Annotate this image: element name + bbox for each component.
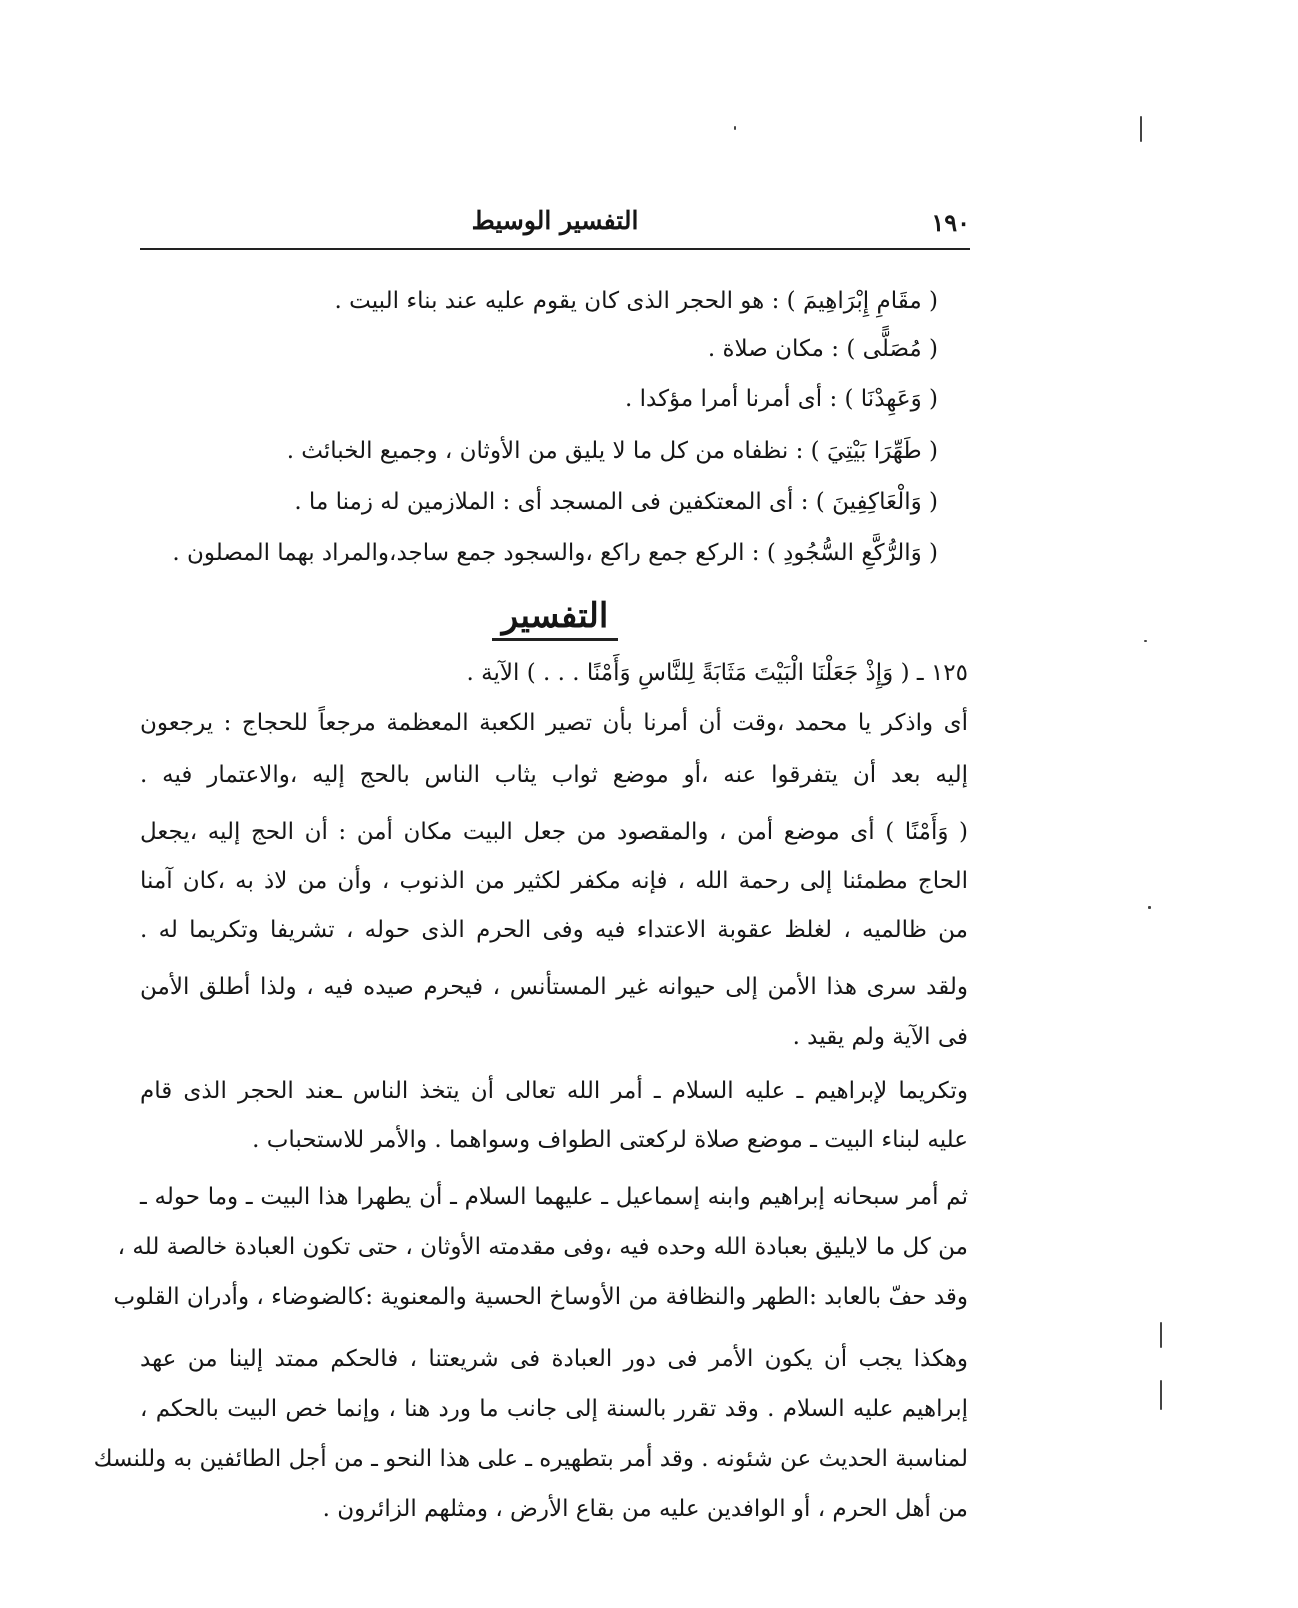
running-title: التفسير الوسيط bbox=[471, 206, 639, 235]
section-heading bbox=[140, 596, 970, 636]
paragraph-line: ولقد سرى هذا الأمن إلى حيوانه غير المستأنس ، فيحرم صيده فيه ، ولذا أطلق الأمن bbox=[140, 974, 968, 1000]
glossary-entry: ( طَهِّرَا بَيْتِيَ ) : نظفاه من كل ما لا يليق من الأوثان ، وجميع الخبائث . bbox=[286, 438, 938, 464]
glossary-entry: ( مقَامِ إِبْرَاهِيمَ ) : هو الحجر الذى كان يقوم عليه عند بناء البيت . bbox=[334, 288, 938, 314]
paragraph-line: من أهل الحرم ، أو الوافدين عليه من بقاع الأرض ، ومثلهم الزائرون . bbox=[322, 1496, 968, 1522]
paragraph-line: الحاج مطمئنا إلى رحمة الله ، فإنه مكفر لكثير من الذنوب ، وأن من لاذ به ،كان آمنا bbox=[140, 868, 968, 894]
page-number: ١٩٠ bbox=[931, 208, 970, 237]
scan-artifact bbox=[1140, 116, 1142, 142]
paragraph-line: لمناسبة الحديث عن شئونه . وقد أمر بتطهيره ـ على هذا النحو ـ من أجل الطائفين به وللنسك bbox=[93, 1446, 968, 1472]
glossary-entry: ( وَالْعَاكِفِينَ ) : أى المعتكفين فى المسجد أى : الملازمين له زمنا ما . bbox=[294, 489, 938, 515]
glossary-entry: ( وَالرُّكَّعِ السُّجُودِ ) : الركع جمع راكع ،والسجود جمع ساجد،والمراد بهما المصلون . bbox=[172, 540, 938, 566]
paragraph-line: ( وَأَمْنًا ) أى موضع أمن ، والمقصود من جعل البيت مكان أمن : أن الحج إليه ،يجعل bbox=[140, 819, 968, 845]
page-header bbox=[140, 198, 970, 250]
paragraph-line: وهكذا يجب أن يكون الأمر فى دور العبادة فى شريعتنا ، فالحكم ممتد إلينا من عهد bbox=[140, 1346, 968, 1372]
paragraph-line: إليه بعد أن يتفرقوا عنه ،أو موضع ثواب يثاب الناس بالحج إليه ،والاعتمار فيه . bbox=[140, 762, 968, 788]
scan-artifact bbox=[734, 126, 736, 130]
paragraph-line: من ظالميه ، لغلظ عقوبة الاعتداء فيه وفى الحرم الذى حوله ، تشريفا وتكريما له . bbox=[140, 917, 968, 943]
paragraph-line: ثم أمر سبحانه إبراهيم وابنه إسماعيل ـ عليهما السلام ـ أن يطهرا هذا البيت ـ وما حوله ـ bbox=[140, 1184, 968, 1210]
paragraph-line: وتكريما لإبراهيم ـ عليه السلام ـ أمر الله تعالى أن يتخذ الناس ـعند الحجر الذى قام bbox=[140, 1078, 968, 1104]
paragraph-line: وقد حفّ بالعابد :الطهر والنظافة من الأوساخ الحسية والمعنوية :كالضوضاء ، وأدران القلوب bbox=[113, 1284, 968, 1310]
paragraph-line: عليه لبناء البيت ـ موضع صلاة لركعتى الطواف وسواهما . والأمر للاستحباب . bbox=[252, 1127, 968, 1153]
section-heading-text: التفسير bbox=[492, 596, 619, 641]
paragraph-line: فى الآية ولم يقيد . bbox=[792, 1024, 968, 1050]
paragraph-line: أى واذكر يا محمد ،وقت أن أمرنا بأن تصير الكعبة المعظمة مرجعاً للحجاج : يرجعون bbox=[140, 710, 968, 736]
glossary-entry: ( وَعَهِدْنَا ) : أى أمرنا أمرا مؤكدا . bbox=[624, 386, 938, 412]
glossary-entry: ( مُصَلًّى ) : مكان صلاة . bbox=[707, 336, 938, 362]
verse-line: ١٢٥ ـ ( وَإِذْ جَعَلْنَا الْبَيْتَ مَثَابَةً لِلنَّاسِ وَأَمْنًا . . . ) الآية . bbox=[466, 660, 968, 686]
scan-artifact bbox=[1160, 1322, 1162, 1348]
scan-artifact bbox=[1148, 906, 1151, 909]
scan-artifact bbox=[1160, 1380, 1162, 1410]
paragraph-line: إبراهيم عليه السلام . وقد تقرر بالسنة إلى جانب ما ورد هنا ، وإنما خص البيت بالحكم ، bbox=[140, 1396, 968, 1422]
scan-artifact bbox=[1144, 640, 1147, 642]
paragraph-line: من كل ما لايليق بعبادة الله وحده فيه ،وفى مقدمته الأوثان ، حتى تكون العبادة خالصة لله ، bbox=[117, 1234, 968, 1260]
